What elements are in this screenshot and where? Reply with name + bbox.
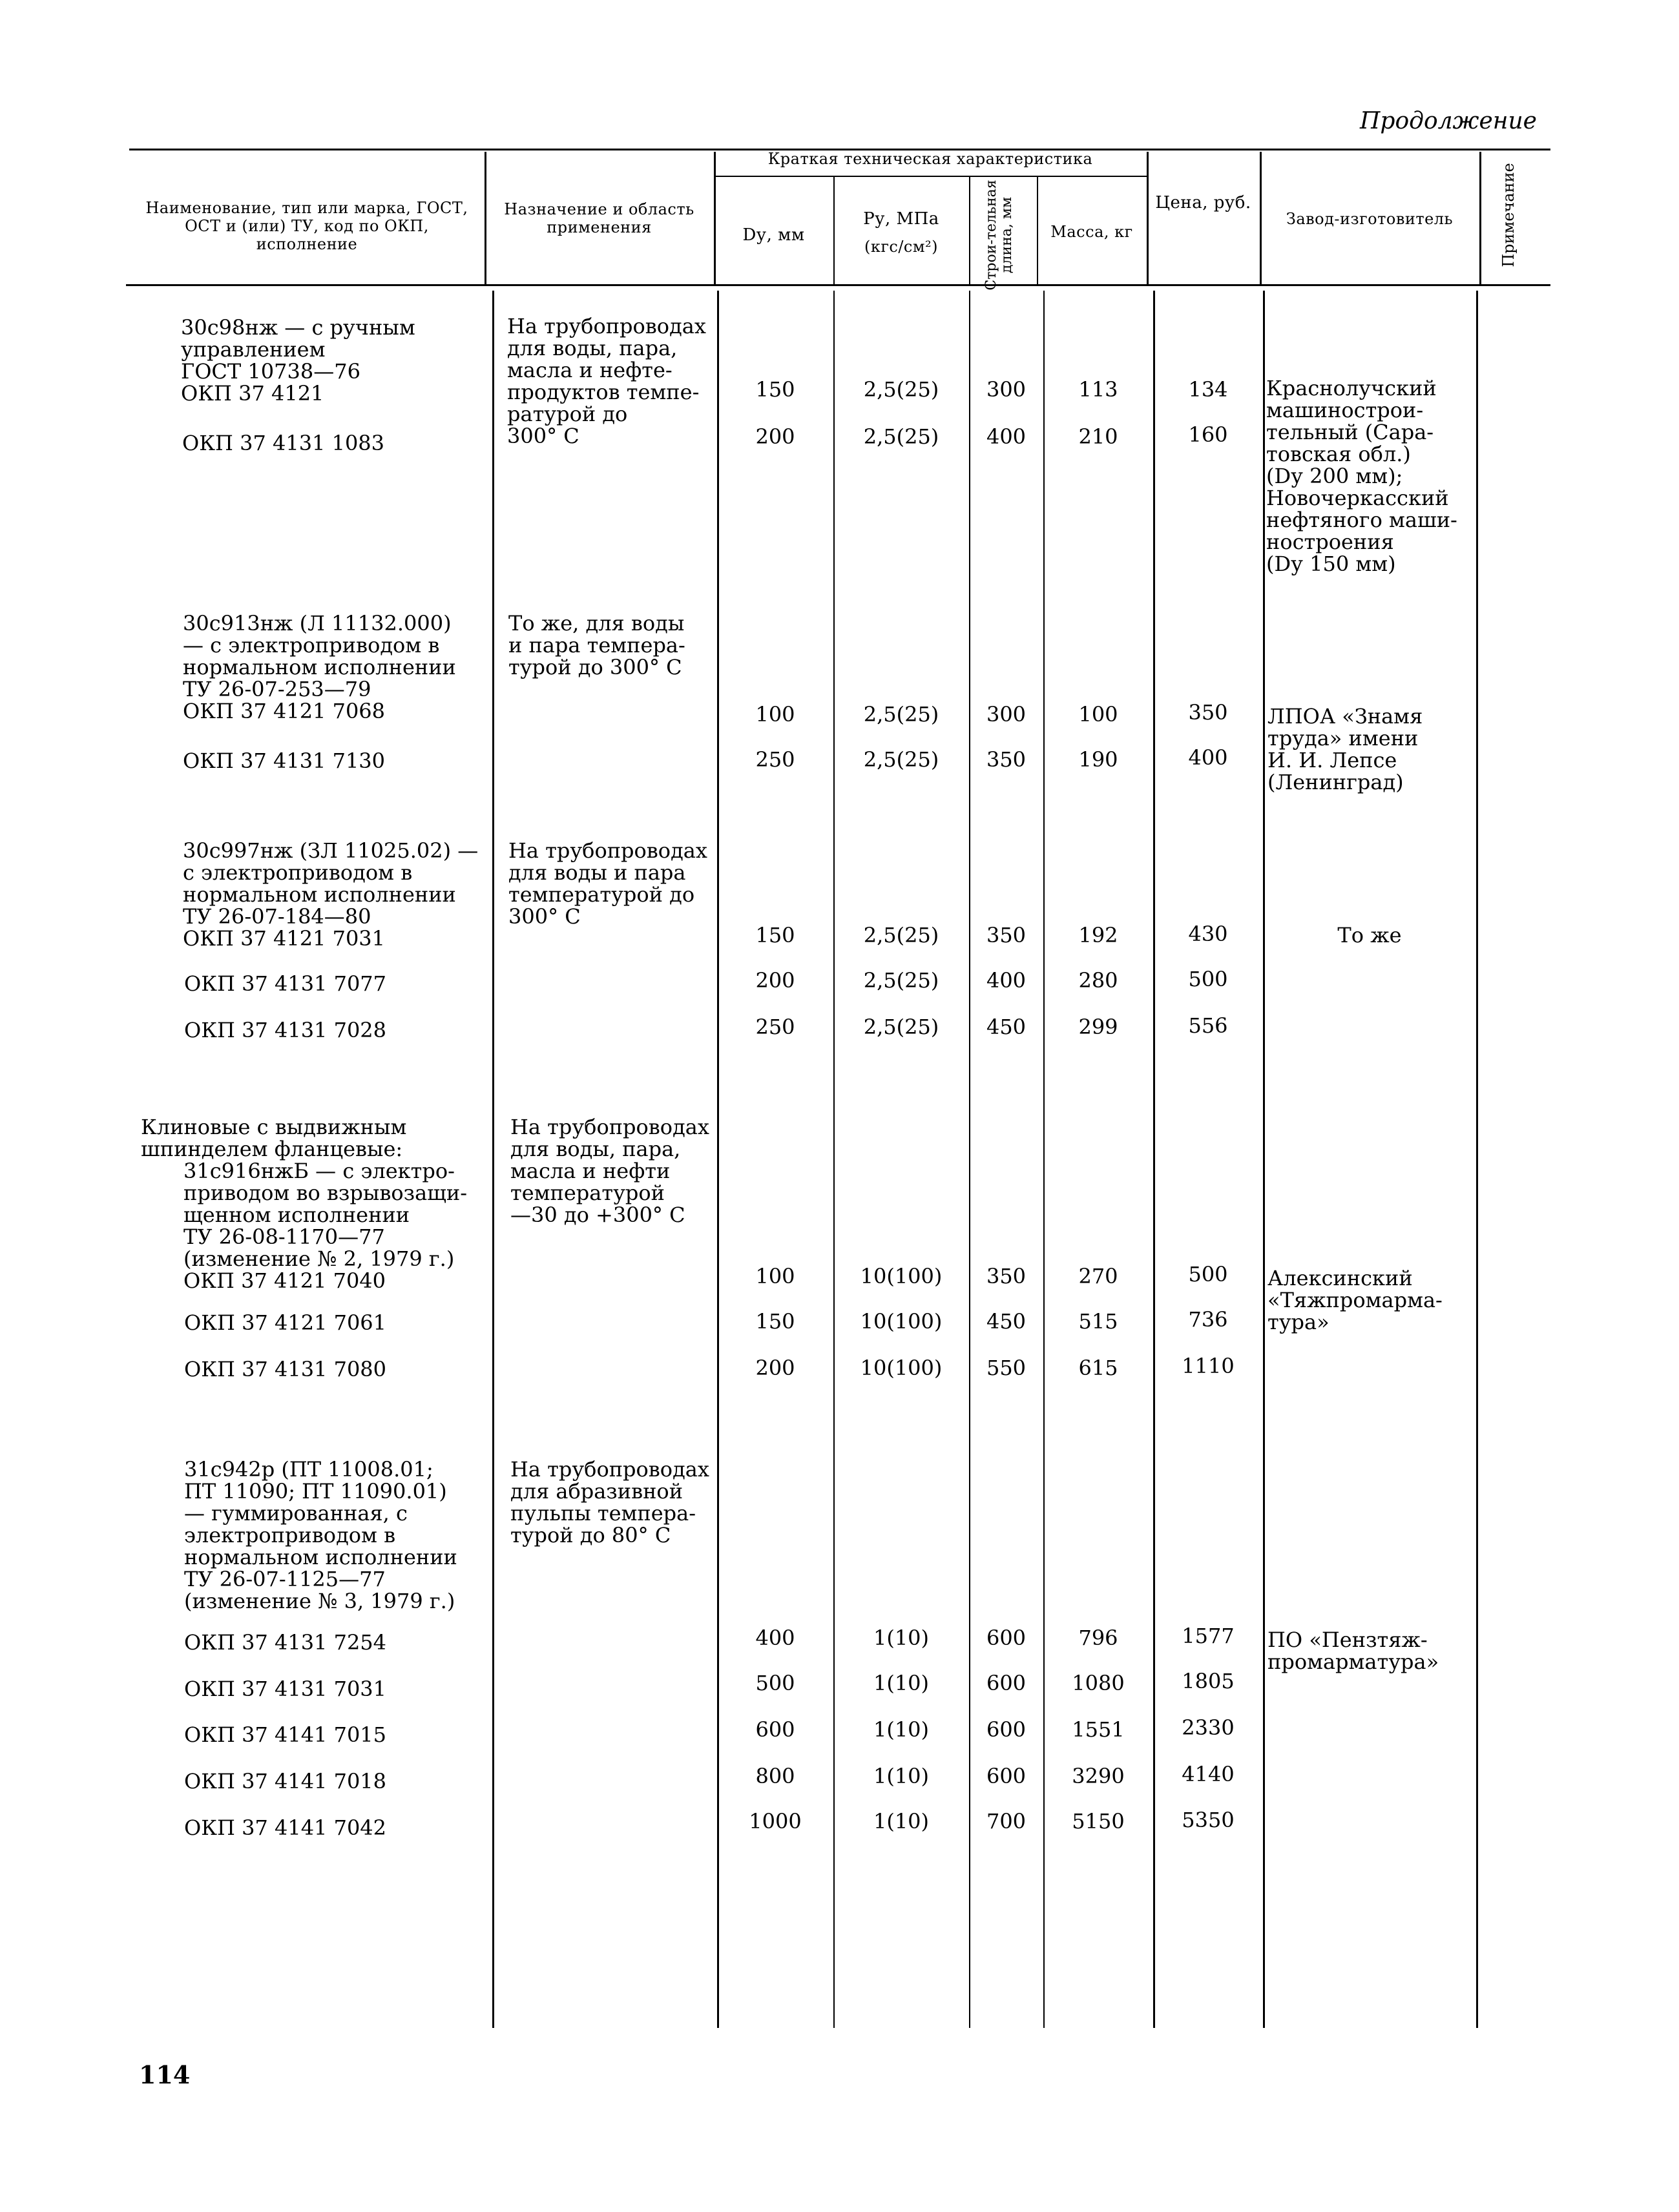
- item-name-line: 30с913нж (Л 11132.000): [183, 611, 452, 636]
- purpose-line: На трубопроводах: [510, 1457, 709, 1482]
- cell-dy: 150: [755, 1309, 795, 1334]
- item-name-line: нормальном исполнении: [183, 882, 456, 907]
- cell-mass: 210: [1078, 424, 1118, 449]
- header-divider: [714, 152, 716, 284]
- column-rule: [492, 291, 494, 2028]
- header-mass: Масса, кг: [1050, 223, 1133, 241]
- cell-mass: 796: [1078, 1626, 1118, 1650]
- cell-mass: 615: [1078, 1356, 1118, 1380]
- cell-mass: 192: [1078, 923, 1118, 947]
- purpose-line: для воды, пара,: [510, 1137, 681, 1161]
- item-name-line: ТУ 26-07-1125—77: [184, 1567, 386, 1591]
- cell-price: 134: [1188, 377, 1228, 402]
- cell-length: 600: [986, 1626, 1027, 1650]
- maker-line: ПО «Пензтяж-: [1267, 1628, 1428, 1652]
- cell-py: 1(10): [873, 1671, 930, 1695]
- maker-line: товская обл.): [1266, 442, 1411, 466]
- purpose-line: На трубопроводах: [508, 838, 707, 863]
- cell-mass: 270: [1078, 1264, 1118, 1288]
- purpose-line: температурой: [510, 1181, 665, 1205]
- cell-okp: ОКП 37 4141 7018: [184, 1769, 387, 1793]
- item-name-line: 31с942р (ПТ 11008.01;: [184, 1457, 433, 1482]
- cell-py: 10(100): [860, 1356, 943, 1380]
- purpose-line: для воды и пара: [508, 860, 686, 885]
- header-divider: [1147, 152, 1149, 284]
- purpose-line: масла и нефти: [510, 1159, 671, 1183]
- cell-py: 1(10): [873, 1764, 930, 1788]
- purpose-line: 300° С: [507, 424, 579, 448]
- item-name-line: 30с98нж — с ручным: [181, 315, 415, 340]
- item-name-line: (изменение № 2, 1979 г.): [183, 1246, 455, 1271]
- item-name-line: с электроприводом в: [183, 860, 413, 885]
- purpose-line: На трубопроводах: [510, 1115, 709, 1139]
- item-name-line: — гуммированная, с: [184, 1501, 408, 1525]
- item-name-line: ОКП 37 4121 7068: [183, 699, 386, 723]
- column-rule: [1476, 291, 1478, 2028]
- item-name-line: Клиновые с выдвижным: [141, 1115, 407, 1139]
- cell-py: 2,5(25): [863, 968, 939, 993]
- cell-dy: 600: [755, 1717, 795, 1742]
- cell-mass: 1080: [1072, 1671, 1125, 1695]
- header-divider: [1037, 176, 1038, 284]
- maker-line: И. И. Лепсе: [1267, 748, 1397, 772]
- cell-mass: 5150: [1072, 1809, 1125, 1834]
- maker-line: (Dу 200 мм);: [1266, 464, 1403, 488]
- purpose-line: турой до 300° С: [508, 655, 682, 679]
- purpose-line: и пара темпера-: [508, 633, 685, 657]
- maker-line: «Тяжпромарма-: [1267, 1288, 1443, 1312]
- cell-py: 2,5(25): [863, 702, 939, 727]
- item-name-line: ОКП 37 4121: [181, 381, 324, 406]
- cell-length: 450: [986, 1309, 1027, 1334]
- column-rule: [969, 291, 970, 2028]
- item-name-line: ОКП 37 4121 7040: [183, 1268, 386, 1293]
- cell-mass: 3290: [1072, 1764, 1125, 1788]
- cell-dy: 500: [755, 1671, 795, 1695]
- cell-py: 1(10): [873, 1809, 930, 1834]
- column-rule: [833, 291, 835, 2028]
- cell-okp: ОКП 37 4131 7080: [184, 1357, 387, 1381]
- cell-py: 10(100): [860, 1309, 943, 1334]
- continuation-label: Продолжение: [1360, 108, 1537, 134]
- column-rule: [1043, 291, 1045, 2028]
- purpose-line: пульпы темпера-: [510, 1501, 696, 1525]
- column-rule: [1153, 291, 1155, 2028]
- cell-mass: 515: [1078, 1309, 1118, 1334]
- cell-length: 700: [986, 1809, 1027, 1834]
- cell-length: 600: [986, 1717, 1027, 1742]
- cell-price: 736: [1188, 1307, 1228, 1332]
- maker-line: То же: [1337, 923, 1402, 947]
- cell-py: 10(100): [860, 1264, 943, 1288]
- cell-length: 600: [986, 1671, 1027, 1695]
- header-name: Наименование, тип или марка, ГОСТ, ОСТ и (или) ТУ, код по ОКП, исполнение: [145, 199, 468, 253]
- purpose-line: ратурой до: [507, 402, 628, 426]
- column-rule: [717, 291, 719, 2028]
- maker-line: ностроения: [1266, 530, 1394, 554]
- column-rule: [1263, 291, 1265, 2028]
- cell-length: 350: [986, 923, 1027, 947]
- item-name-line: шпинделем фланцевые:: [141, 1137, 403, 1161]
- cell-py: 1(10): [873, 1717, 930, 1742]
- cell-mass: 100: [1078, 702, 1118, 727]
- cell-mass: 1551: [1072, 1717, 1125, 1742]
- cell-length: 300: [986, 377, 1027, 402]
- cell-length: 600: [986, 1764, 1027, 1788]
- cell-dy: 1000: [749, 1809, 802, 1834]
- maker-line: Алексинский: [1267, 1266, 1413, 1290]
- cell-price: 400: [1188, 745, 1228, 770]
- maker-line: нефтяного маши-: [1266, 508, 1457, 532]
- cell-length: 450: [986, 1015, 1027, 1039]
- maker-line: тура»: [1267, 1310, 1330, 1334]
- purpose-line: для воды, пара,: [507, 336, 678, 360]
- cell-okp: ОКП 37 4121 7061: [184, 1310, 387, 1335]
- cell-okp: ОКП 37 4131 7254: [184, 1630, 387, 1655]
- purpose-line: То же, для воды: [508, 611, 685, 636]
- header-divider: [969, 176, 970, 284]
- cell-dy: 150: [755, 377, 795, 402]
- item-name-line: приводом во взрывозащи-: [183, 1181, 468, 1205]
- cell-price: 1805: [1182, 1669, 1235, 1693]
- header-purpose: Назначение и область применения: [504, 200, 694, 236]
- header-py: Pу, МПа: [863, 209, 939, 229]
- cell-okp: ОКП 37 4141 7042: [184, 1815, 387, 1840]
- item-name-line: ТУ 26-08-1170—77: [183, 1225, 385, 1249]
- item-name-line: ТУ 26-07-253—79: [183, 677, 371, 701]
- cell-price: 4140: [1182, 1762, 1235, 1786]
- item-name-line: ОКП 37 4121 7031: [183, 926, 386, 951]
- cell-okp: ОКП 37 4131 7028: [184, 1018, 387, 1042]
- cell-length: 550: [986, 1356, 1027, 1380]
- header-divider: [485, 152, 486, 284]
- maker-line: тельный (Сара-: [1266, 420, 1434, 444]
- cell-length: 350: [986, 747, 1027, 772]
- maker-line: Новочеркасский: [1266, 486, 1449, 510]
- cell-price: 5350: [1182, 1808, 1235, 1832]
- item-name-line: щенном исполнении: [183, 1203, 410, 1227]
- cell-price: 500: [1188, 1262, 1228, 1287]
- cell-dy: 100: [755, 702, 795, 727]
- item-name-line: (изменение № 3, 1979 г.): [184, 1589, 455, 1613]
- item-name-line: электроприводом в: [184, 1523, 396, 1547]
- cell-py: 2,5(25): [863, 424, 939, 449]
- header-divider: [1260, 152, 1262, 284]
- header-note: Примечание: [1499, 163, 1517, 267]
- item-name-line: нормальном исполнении: [183, 655, 456, 679]
- cell-dy: 800: [755, 1764, 795, 1788]
- item-name-line: ГОСТ 10738—76: [181, 359, 360, 384]
- header-price: Цена, руб.: [1155, 193, 1251, 212]
- cell-price: 430: [1188, 922, 1228, 946]
- cell-dy: 400: [755, 1626, 795, 1650]
- purpose-line: для абразивной: [510, 1479, 683, 1504]
- cell-length: 350: [986, 1264, 1027, 1288]
- tech-group-rule: [714, 176, 1147, 177]
- cell-py: 2,5(25): [863, 377, 939, 402]
- cell-mass: 299: [1078, 1015, 1118, 1039]
- purpose-line: турой до 80° С: [510, 1523, 671, 1547]
- cell-price: 1110: [1182, 1354, 1235, 1378]
- cell-mass: 280: [1078, 968, 1118, 993]
- header-maker: Завод-изготовитель: [1286, 210, 1454, 228]
- cell-okp: ОКП 37 4131 7130: [183, 749, 386, 773]
- maker-line: Краснолучский: [1266, 376, 1437, 400]
- item-name-line: управлением: [181, 337, 326, 362]
- cell-dy: 100: [755, 1264, 795, 1288]
- maker-line: (Dу 150 мм): [1266, 552, 1396, 576]
- item-name-line: 31с916нжБ — с электро-: [183, 1159, 455, 1183]
- cell-dy: 200: [755, 1356, 795, 1380]
- cell-py: 2,5(25): [863, 747, 939, 772]
- cell-price: 2330: [1182, 1715, 1235, 1740]
- maker-line: машинострои-: [1266, 398, 1424, 422]
- cell-dy: 200: [755, 968, 795, 993]
- purpose-line: На трубопроводах: [507, 314, 706, 338]
- cell-okp: ОКП 37 4141 7015: [184, 1722, 387, 1747]
- cell-dy: 200: [755, 424, 795, 449]
- cell-length: 400: [986, 424, 1027, 449]
- cell-mass: 113: [1078, 377, 1118, 402]
- purpose-line: температурой до: [508, 882, 695, 907]
- cell-price: 350: [1188, 700, 1228, 725]
- cell-dy: 250: [755, 1015, 795, 1039]
- cell-price: 556: [1188, 1013, 1228, 1038]
- item-name-line: — с электроприводом в: [183, 633, 440, 657]
- header-divider: [1479, 152, 1481, 284]
- cell-price: 1577: [1182, 1624, 1235, 1648]
- item-name-line: нормальном исполнении: [184, 1545, 457, 1569]
- purpose-line: продуктов темпе-: [507, 380, 700, 404]
- maker-line: (Ленинград): [1267, 770, 1404, 794]
- cell-okp: ОКП 37 4131 7077: [184, 971, 387, 996]
- header-py-units: (кгс/см²): [864, 238, 939, 256]
- header-divider: [833, 176, 835, 284]
- item-name-line: ТУ 26-07-184—80: [183, 904, 371, 929]
- cell-okp: ОКП 37 4131 1083: [182, 431, 385, 455]
- cell-dy: 250: [755, 747, 795, 772]
- maker-line: труда» имени: [1267, 726, 1419, 750]
- maker-line: ЛПОА «Знамя: [1267, 704, 1423, 729]
- cell-mass: 190: [1078, 747, 1118, 772]
- cell-py: 2,5(25): [863, 923, 939, 947]
- header-dy: Dу, мм: [742, 225, 805, 245]
- header-bottom-rule: [126, 284, 1550, 286]
- maker-line: промарматура»: [1267, 1649, 1439, 1674]
- cell-length: 400: [986, 968, 1027, 993]
- cell-price: 160: [1188, 422, 1228, 447]
- purpose-line: 300° С: [508, 904, 581, 929]
- item-name-line: 30с997нж (ЗЛ 11025.02) —: [183, 838, 479, 863]
- cell-okp: ОКП 37 4131 7031: [184, 1677, 387, 1701]
- item-name-line: ПТ 11090; ПТ 11090.01): [184, 1479, 447, 1504]
- cell-dy: 150: [755, 923, 795, 947]
- header-tech-group: Краткая техническая характеристика: [767, 150, 1093, 168]
- purpose-line: масла и нефте-: [507, 358, 673, 382]
- cell-py: 1(10): [873, 1626, 930, 1650]
- header-length: Строи-тельная длина, мм: [983, 180, 1015, 291]
- purpose-line: —30 до +300° С: [510, 1203, 685, 1227]
- cell-py: 2,5(25): [863, 1015, 939, 1039]
- cell-length: 300: [986, 702, 1027, 727]
- cell-price: 500: [1188, 967, 1228, 991]
- page-number: 114: [139, 2060, 191, 2089]
